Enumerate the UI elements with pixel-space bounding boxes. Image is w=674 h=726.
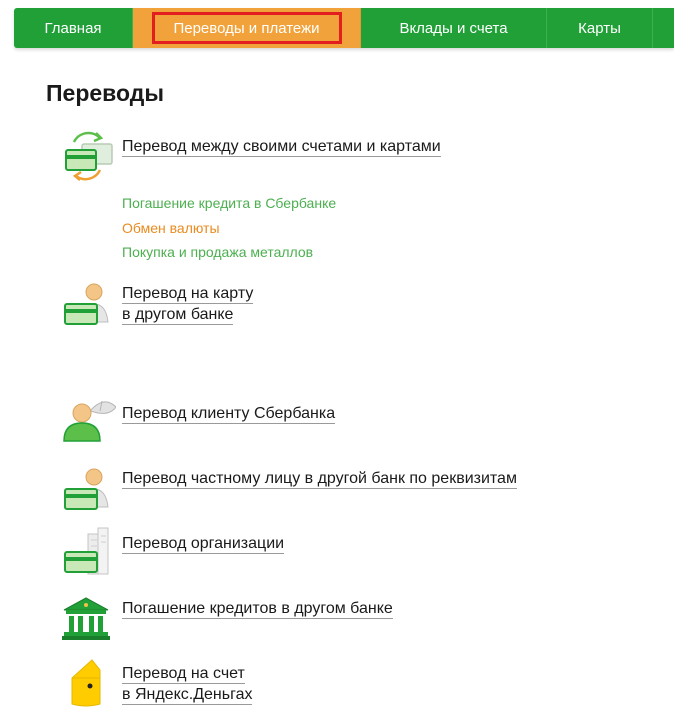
organization-card-icon <box>60 526 116 582</box>
tab-transfers-payments[interactable]: Переводы и платежи <box>133 8 361 48</box>
page-title: Переводы <box>46 80 164 106</box>
main-nav <box>14 8 674 48</box>
bank-building-icon <box>60 592 116 648</box>
sberbank-client-icon <box>60 393 116 449</box>
link-own-accounts-transfer[interactable]: Перевод между своими счетами и картами <box>122 138 441 155</box>
link-private-person-transfer[interactable]: Перевод частному лицу в другой банк по реквизитам <box>122 470 517 487</box>
tab-deposits-accounts[interactable]: Вклады и счета <box>361 8 547 48</box>
link-sberbank-client-transfer[interactable]: Перевод клиенту Сбербанка <box>122 405 336 422</box>
tab-cards[interactable]: Карты <box>547 8 653 48</box>
yandex-wallet-icon <box>60 656 116 712</box>
tab-home[interactable]: Главная <box>14 8 133 48</box>
link-other-bank-loan-repayment[interactable]: Погашение кредитов в другом банке <box>122 600 393 617</box>
link-metals-trading[interactable]: Покупка и продажа металлов <box>122 244 314 260</box>
card-exchange-icon <box>60 128 116 184</box>
link-sberbank-loan-repayment[interactable]: Погашение кредита в Сбербанке <box>122 195 337 211</box>
link-card-other-bank-transfer[interactable]: Перевод на карту в другом банке <box>122 285 254 323</box>
link-currency-exchange[interactable]: Обмен валюты <box>122 220 220 236</box>
person-card-icon <box>60 278 116 334</box>
tab-more[interactable] <box>653 8 674 48</box>
link-organization-transfer[interactable]: Перевод организации <box>122 535 285 552</box>
person-card-icon <box>60 463 116 519</box>
link-yandex-money-transfer[interactable]: Перевод на счет в Яндекс.Деньгах <box>122 665 253 703</box>
